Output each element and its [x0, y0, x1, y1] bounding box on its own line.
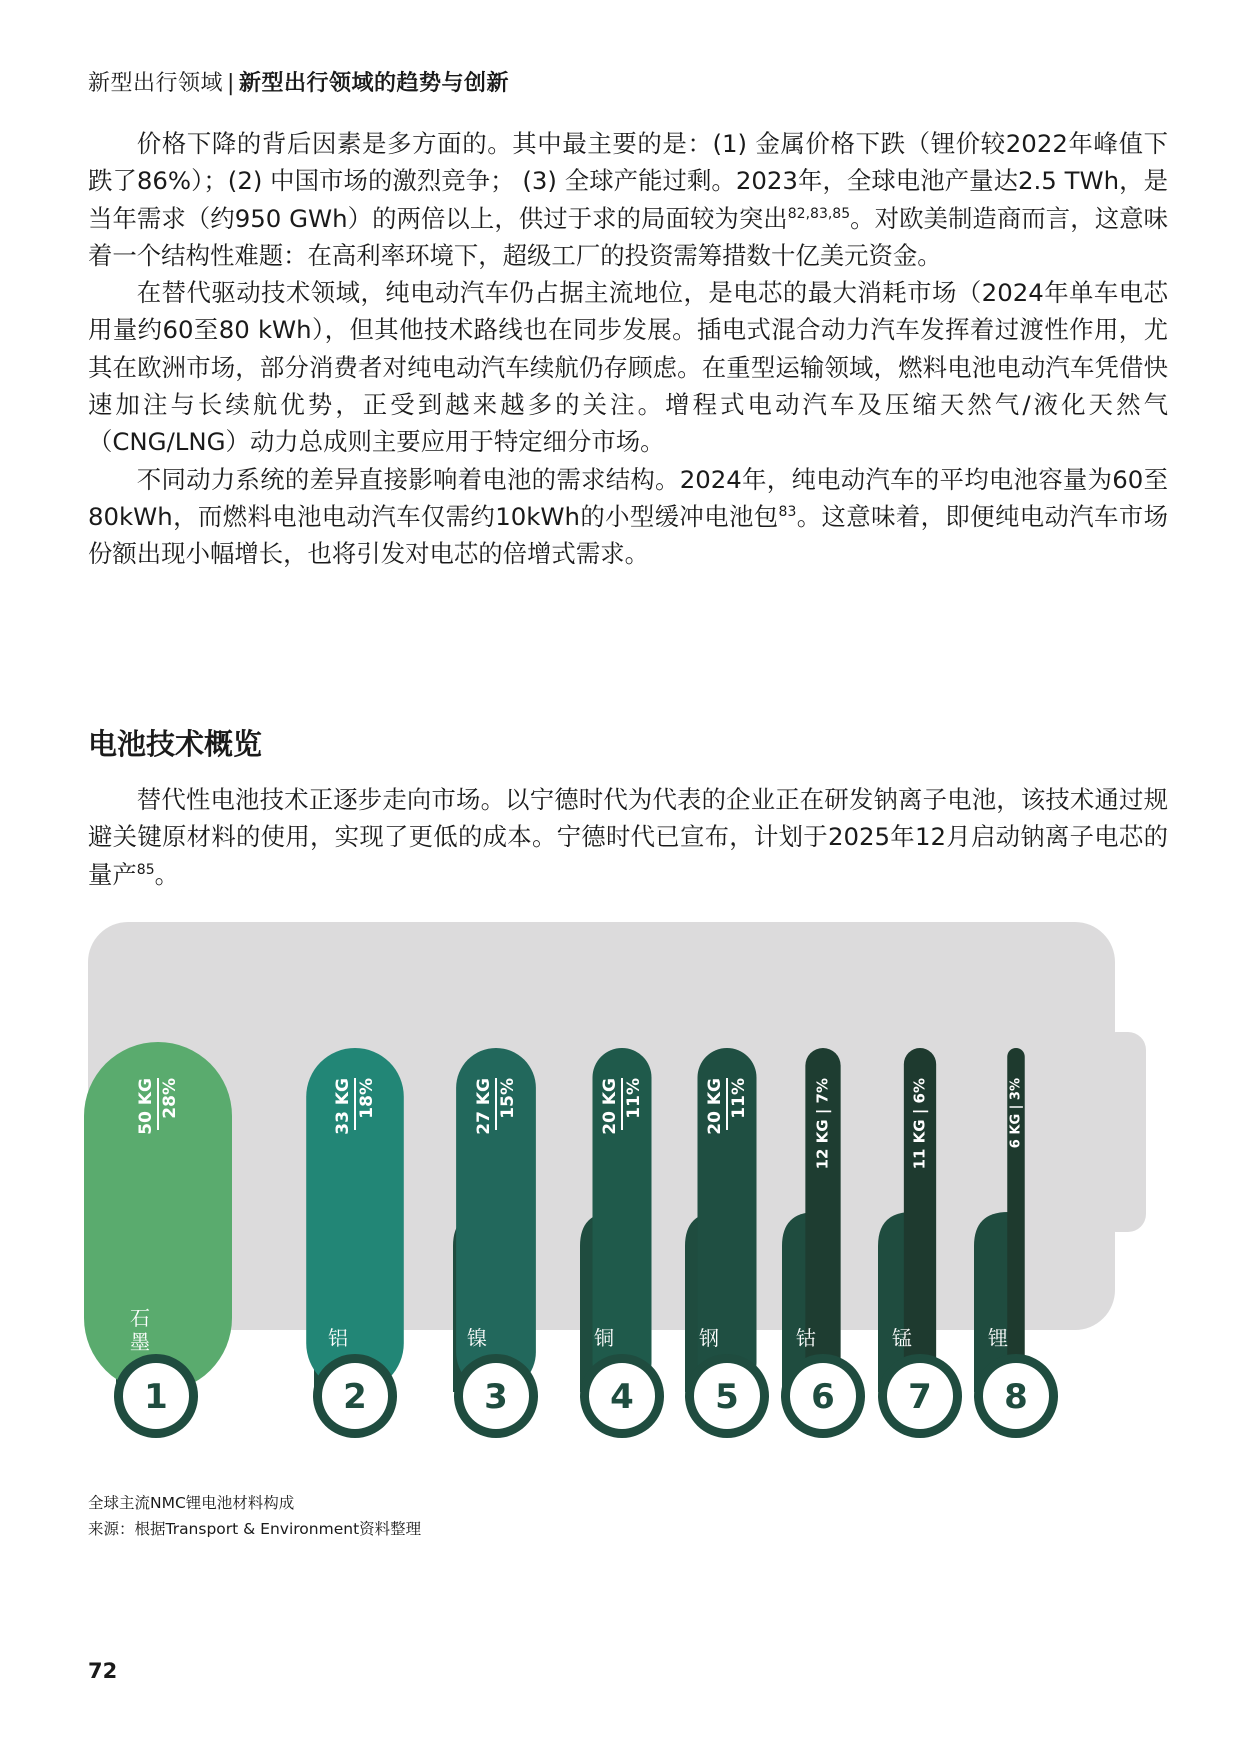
footnote-ref: 85 — [136, 861, 155, 878]
share-label: 15% — [498, 1078, 518, 1119]
material-name: 石 — [130, 1306, 150, 1330]
kg-label: 20 KG — [600, 1078, 620, 1135]
header-separator: | — [227, 71, 235, 96]
kg-share-label: 12 KG | 7% — [813, 1078, 832, 1170]
section-heading: 电池技术概览 — [88, 727, 263, 761]
material-name: 镍 — [467, 1326, 487, 1350]
rank-number: 5 — [715, 1377, 739, 1417]
rank-number: 7 — [908, 1377, 932, 1417]
share-label: 28% — [160, 1078, 180, 1119]
rank-number: 2 — [343, 1377, 367, 1417]
rank-number: 4 — [610, 1377, 634, 1417]
share-label: 18% — [357, 1078, 377, 1119]
intro-paragraph-3: 不同动力系统的差异直接影响着电池的需求结构。2024年，纯电动汽车的平均电池容量为60至80kWh，而燃料电池电动汽车仅需约10kWh的小型缓冲电池包$^{83}$。这意味着，即便纯电动汽车市场份额出现小幅增长，也将引发对电芯的倍增式需求。 — [88, 464, 1168, 569]
material-name: 铜 — [594, 1326, 614, 1350]
kg-share-label: 6 KG | 3% — [1008, 1078, 1024, 1149]
page-number: 72 — [88, 1659, 118, 1683]
intro-paragraph-1: 价格下降的背后因素是多方面的。其中最主要的是：(1) 金属价格下跌（锂价较2022年峰值下跌了86%）；(2) 中国市场的激烈竞争； (3) 全球产能过剩。2023年，全球电池产量达2.5 TWh，是当年需求（约950 GWh）的两倍以上，供过于求的局面较为突出$^{82,83,85}$。对欧美制造商而言，这意味着一个结构性难题：在高利率环境下，超级工厂的投资需筹措数十亿美元资金。 — [88, 129, 1168, 270]
rank-number: 6 — [811, 1377, 835, 1417]
material-name: 锂 — [988, 1326, 1008, 1350]
share-label: 11% — [729, 1078, 749, 1119]
header-section: 新型出行领域 — [88, 71, 224, 96]
chart-caption — [88, 1490, 421, 1542]
share-label: 11% — [624, 1078, 644, 1119]
battery-paragraph: 替代性电池技术正逐步走向市场。以宁德时代为代表的企业正在研发钠离子电池，该技术通过规避关键原材料的使用，实现了更低的成本。宁德时代已宣布，计划于2025年12月启动钠离子电芯的量产$^{85}$。 — [88, 785, 1168, 889]
chart-title: 全球主流NMC锂电池材料构成 — [88, 1494, 295, 1512]
chart-source: 来源：根据Transport & Environment资料整理 — [88, 1520, 422, 1538]
rank-number: 1 — [144, 1377, 168, 1417]
kg-label: 33 KG — [333, 1078, 353, 1135]
rank-number: 3 — [484, 1377, 508, 1417]
footnote-ref: 83 — [778, 503, 797, 520]
intro-paragraph-2: 在替代驱动技术领域，纯电动汽车仍占据主流地位，是电芯的最大消耗市场（2024年单车电芯用量约60至80 kWh），但其他技术路线也在同步发展。插电式混合动力汽车发挥着过渡性作用，尤其在欧洲市场，部分消费者对纯电动汽车续航仍存顾虑。在重型运输领域，燃料电池电动汽车凭借快速加注与长续航优势，正受到越来越多的关注。增程式电动汽车及压缩天然气/液化天然气（CNG/LNG）动力总成则主要应用于特定细分市场。 — [88, 278, 1168, 457]
kg-share-label: 11 KG | 6% — [910, 1078, 929, 1170]
rank-number: 8 — [1004, 1377, 1028, 1417]
material-name: 钢 — [699, 1326, 719, 1350]
material-name: 钴 — [796, 1326, 816, 1350]
material-name: 墨 — [130, 1330, 150, 1354]
kg-label: 20 KG — [705, 1078, 725, 1135]
header-subtitle: 新型出行领域的趋势与创新 — [238, 71, 509, 96]
footnote-ref: 82,83,85 — [787, 205, 851, 222]
kg-label: 27 KG — [474, 1078, 494, 1135]
material-name: 锰 — [892, 1326, 912, 1350]
battery-terminal — [1098, 1032, 1146, 1232]
material-name: 铝 — [328, 1326, 348, 1350]
kg-label: 50 KG — [136, 1078, 156, 1135]
